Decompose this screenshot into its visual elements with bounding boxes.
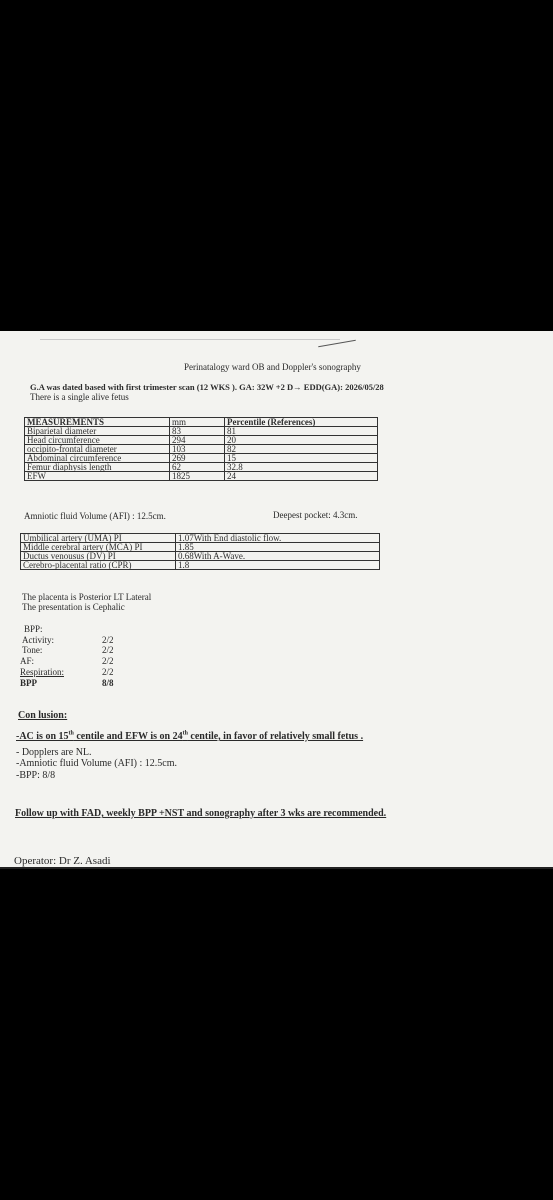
bpp-value: 2/2: [102, 656, 114, 666]
ward-title: Perinatalogy ward OB and Doppler's sonography: [184, 362, 361, 372]
conclusion-line-1: [16, 732, 363, 742]
table-row: [21, 561, 380, 570]
measurement-mm: 1825: [170, 472, 225, 481]
measurements-table: [24, 417, 378, 481]
presentation-text: The presentation is Cephalic: [22, 602, 125, 612]
conclusion-text: centile and EFW is on 24: [73, 731, 183, 742]
superscript: th: [182, 730, 188, 737]
measurement-mm: 62: [170, 463, 225, 472]
bpp-total-value: 8/8: [102, 678, 114, 688]
measurement-mm: 83: [170, 427, 225, 436]
measurement-name: Abdominal circumference: [25, 454, 170, 463]
deepest-pocket-text: Deepest pocket: 4.3cm.: [273, 510, 358, 520]
measurement-mm: 103: [170, 445, 225, 454]
bpp-label: AF:: [20, 656, 35, 666]
bpp-label: Activity:: [22, 635, 54, 645]
measurement-percentile: 24: [225, 472, 378, 481]
measurement-mm: 269: [170, 454, 225, 463]
doppler-name: Ductus venousus (DV) PI: [21, 552, 176, 561]
bpp-title: BPP:: [24, 624, 43, 634]
table-row: [25, 463, 378, 472]
header-cell: Percentile (References): [225, 418, 378, 427]
bpp-label: Respiration:: [20, 667, 64, 677]
measurement-name: Biparietal diameter: [25, 427, 170, 436]
doppler-name: Middle cerebral artery (MCA) PI: [21, 543, 176, 552]
placenta-text: The placenta is Posterior LT Lateral: [22, 592, 152, 602]
measurement-percentile: 81: [225, 427, 378, 436]
operator-text: Operator: Dr Z. Asadi: [14, 855, 111, 867]
doppler-value: 1.8: [176, 561, 380, 570]
measurement-percentile: 15: [225, 454, 378, 463]
conclusion-text: -AC is on 15: [16, 731, 69, 742]
conclusion-line-3: -Amniotic fluid Volume (AFI) : 12.5cm.: [16, 758, 178, 769]
doppler-value: 1.85: [176, 543, 380, 552]
doppler-name: Cerebro-placental ratio (CPR): [21, 561, 176, 570]
afi-text: Amniotic fluid Volume (AFI) : 12.5cm.: [24, 511, 166, 521]
conclusion-text: centile, in favor of relatively small fetus .: [187, 731, 364, 742]
header-cell: mm: [170, 418, 225, 427]
bpp-total-label: BPP: [20, 678, 37, 688]
measurement-mm: 294: [170, 436, 225, 445]
bpp-value: 2/2: [102, 645, 114, 655]
conclusion-line-2: - Dopplers are NL.: [16, 747, 92, 758]
doppler-name: Umbilical artery (UMA) PI: [21, 534, 176, 543]
followup-text: Follow up with FAD, weekly BPP +NST and sonography after 3 wks are recommended.: [15, 808, 387, 819]
measurement-percentile: 32.8: [225, 463, 378, 472]
single-fetus-text: There is a single alive fetus: [30, 392, 129, 402]
bpp-value: 2/2: [102, 667, 114, 677]
measurement-name: EFW: [25, 472, 170, 481]
measurement-name: occipito-frontal diameter: [25, 445, 170, 454]
superscript: th: [68, 730, 74, 737]
conclusion-line-4: -BPP: 8/8: [16, 770, 56, 781]
divider: [40, 339, 340, 340]
measurement-name: Femur diaphysis length: [25, 463, 170, 472]
measurement-percentile: 82: [225, 445, 378, 454]
doppler-table: [20, 533, 380, 570]
header-cell: MEASUREMENTS: [25, 418, 170, 427]
doppler-value: 1.07With End diastolic flow.: [176, 534, 380, 543]
dating-line: G.A was dated based with first trimester scan (12 WKS ). GA: 32W +2 D→ EDD(GA): 2026/05/28: [30, 382, 384, 392]
bpp-value: 2/2: [102, 635, 114, 645]
pen-mark: [318, 340, 356, 348]
conclusion-title: Con lusion:: [18, 710, 68, 721]
table-row: [25, 472, 378, 481]
report-page: [0, 331, 553, 869]
measurement-percentile: 20: [225, 436, 378, 445]
bpp-label: Tone:: [22, 645, 43, 655]
page-edge: [0, 867, 553, 869]
measurement-name: Head circumference: [25, 436, 170, 445]
doppler-value: 0.68With A-Wave.: [176, 552, 380, 561]
